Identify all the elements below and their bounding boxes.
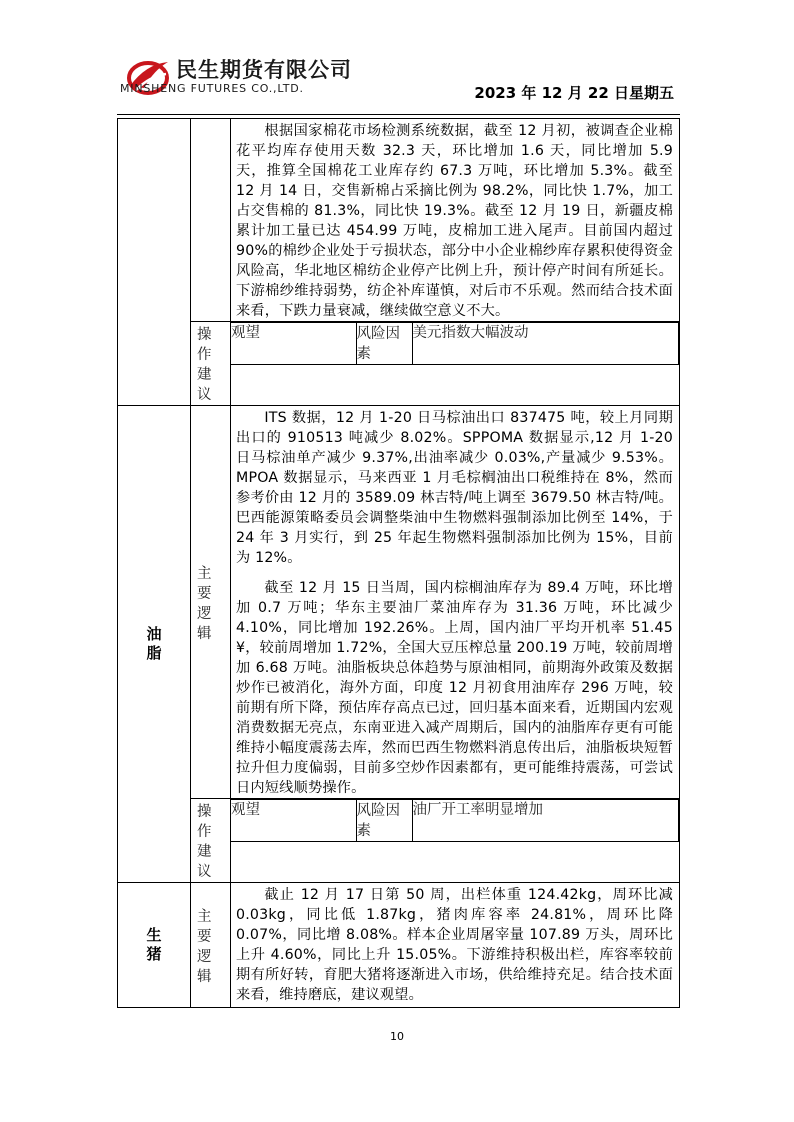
report-date: 2023 年 12 月 22 日星期五 [474,84,674,102]
cotton-op-label: 操作建议 [191,322,231,406]
oils-operation-row [118,799,680,883]
cotton-logic-cell [231,119,680,322]
hogs-category-label: 生猪 [146,926,162,963]
company-logo [118,52,368,98]
cotton-risk-label: 风险因素 [356,323,412,365]
page-number: 10 [390,1030,404,1043]
header-divider [117,114,680,115]
company-name-cn: 民生期货有限公司 [176,58,352,82]
hogs-logic-label: 主要逻辑 [191,883,231,1008]
oils-op-value: 观望 [231,800,356,842]
oils-op-risk-cell [231,799,680,883]
cotton-risk-value: 美元指数大幅波动 [412,323,679,365]
oils-op-label: 操作建议 [191,799,231,883]
hogs-logic-row [118,883,680,1008]
oils-risk-label: 风险因素 [356,800,412,842]
cotton-logic-text: 根据国家棉花市场检测系统数据，截至 12 月初，被调查企业棉花平均库存使用天数 32.3 天，环比增加 1.6 天，同比增加 5.9 天，推算全国棉花工业库存约 67.3 万吨，环比增加 5.3%。截至 12 月 14 日，交售新棉占采摘比例为 98.2%，同比快 1.7%，加工占交售棉的 81.3%，同比快 19.3%。截至 12 月 19 日，新疆皮棉累计加工量已达 454.99 万吨，皮棉加工进入尾声。目前国内超过 90%的棉纱企业处于亏损状态，部分中小企业棉纱库存累积使得资金风险高，华北地区棉纺企业停产比例上升，预计停产时间有所延长。下游棉纱维持弱势，纺企补库谨慎，对后市不乐观。然而结合技术面来看，下跌力量衰减，继续做空意义不大。 [236,123,673,319]
oils-logic-cell [231,406,680,799]
hogs-logic-para-1: 截止 12 月 17 日第 50 周，出栏体重 124.42kg，周环比减 0.03kg，同比低 1.87kg，猪肉库容率 24.81%，周环比降 0.07%，同比增 8.08%。样本企业周屠宰量 107.89 万头，周环比上升 4.60%，同比上升 15.05%。下游维持积极出栏，库容率较前期有所好转，育肥大猪将逐渐进入市场，供给维持充足。结合技术面来看，维持磨底，建议观望。 [236,887,673,1003]
commodity-analysis-table [117,118,680,1008]
cotton-op-value: 观望 [231,323,356,365]
oils-logic-label: 主要逻辑 [191,406,231,799]
oils-logic-row [118,406,680,799]
oils-logic-para-2: 截至 12 月 15 日当周，国内棕榈油库存为 89.4 万吨，环比增加 0.7 万吨；华东主要油厂菜油库存为 31.36 万吨，环比减少 4.10%，同比增加 192.26%。上周，国内油厂平均开机率 51.45 ¥，较前周增加 1.72%，全国大豆压榨总量 200.19 万吨，较前周增加 6.68 万吨。油脂板块总体趋势与原油相同，前期海外政策及数据炒作已被消化，海外方面，印度 12 月初食用油库存 296 万吨，较前期有所下降，预估库存高点已过，回归基本面来看，近期国内宏观消费数据无亮点，东南亚进入减产周期后，国内的油脂库存更有可能维持小幅度震荡去库，然而巴西生物燃料消息传出后，油脂板块短暂拉升但力度偏弱，目前多空炒作因素都有，更可能维持震荡，可尝试日内短线顺势操作。 [236,580,673,796]
cotton-logic-label-cell [191,119,231,322]
oils-category-cell [118,406,191,883]
oils-risk-value: 油厂开工率明显增加 [412,800,679,842]
cotton-op-risk-cell [231,322,680,406]
hogs-logic-cell [231,883,680,1008]
cotton-operation-row [118,322,680,406]
oils-category-label: 油脂 [146,625,162,662]
cotton-logic-row [118,119,680,322]
oils-logic-para-1: ITS 数据，12 月 1-20 日马棕油出口 837475 吨，较上月同期出口的 910513 吨减少 8.02%。SPPOMA 数据显示,12 月 1-20 日马棕油单产减少 9.37%,出油率减少 0.03%,产量减少 9.53%。MPOA 数据显示，马来西亚 1 月毛棕榈油出口税维持在 8%，然而参考价由 12 月的 3589.09 林吉特/吨上调至 3679.50 林吉特/吨。巴西能源策略委员会调整柴油中生物燃料强制添加比例至 14%，于 24 年 3 月实行，到 25 年起生物燃料强制添加比例为 15%，目前为 12%。 [236,410,673,566]
company-name-en: MINSHENG FUTURES CO.,LTD. [120,82,304,95]
cotton-category-cell [118,119,191,406]
hogs-category-cell [118,883,191,1008]
